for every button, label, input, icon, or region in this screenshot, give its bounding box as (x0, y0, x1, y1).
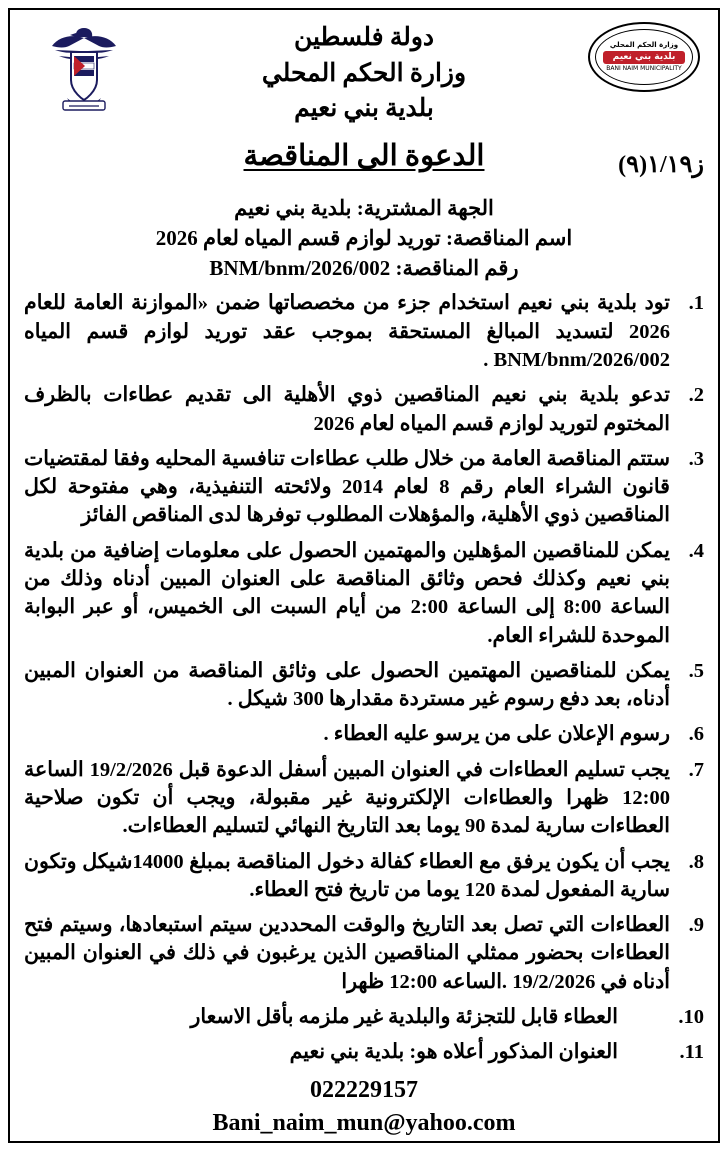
clause-number: 11. (679, 1041, 704, 1064)
header-line-state: دولة فلسطين (293, 24, 435, 51)
clause-number: 5. (688, 659, 704, 682)
contact-footer (24, 1074, 704, 1139)
clause-number: 8. (688, 850, 704, 873)
clause-item (24, 445, 704, 530)
clause-text: رسوم الإعلان على من يرسو عليه العطاء . (323, 723, 670, 746)
clause-item (24, 289, 704, 374)
header-line-municipality: بلدية بني نعيم (294, 95, 434, 122)
municipality-seal-container (584, 16, 704, 92)
clause-item (24, 756, 704, 841)
seal-sub-text: BANI NAIM MUNICIPALITY (606, 65, 682, 73)
clause-text: العنوان المذكور أعلاه هو: بلدية بني نعيم (289, 1041, 618, 1064)
header-titles (144, 16, 584, 127)
meta-tender-number-value: BNM/bnm/2026/002 (209, 255, 391, 280)
page-title: الدعوة الى المناقصة (243, 140, 485, 172)
clause-text: يمكن للمناقصين المؤهلين والمهتمين الحصول على معلومات إضافية من بلدية بني نعيم وكذلك فحص وثائق المناقصة على العنوان المبين أدناه وذلك من الساعة 8:00 إلى الساعة 2:00 من أيام السبت الى الخميس، أو عبر البوابة الموحدة للشراء العام. (24, 539, 671, 647)
clause-number: 1. (688, 292, 704, 315)
clause-item (24, 848, 704, 905)
seal-top-text: وزارة الحكم المحلي (609, 40, 679, 49)
reference-code: ز١/١٩(٩) (618, 152, 704, 178)
municipality-seal-icon (588, 22, 700, 92)
contact-email[interactable]: Bani_naim_mun@yahoo.com (212, 1109, 516, 1136)
clause-text: يجب أن يكون يرفق مع العطاء كفالة دخول المناقصة بمبلغ 14000شيكل وتكون سارية المفعول لمدة 120 يوما من تاريخ فتح العطاء. (24, 850, 670, 901)
header-line-ministry: وزارة الحكم المحلي (261, 59, 467, 87)
clause-number: 3. (688, 447, 704, 470)
clause-text: ستتم المناقصة العامة من خلال طلب عطاءات تنافسية المحليه وفقا لمقتضيات قانون الشراء العام رقم 8 لعام 2014 ولائحته التنفيذية، وهي مفتوحة لكل المناقصين ذوي الأهلية، والمؤهلات المطلوب توفرها لدى المناقص الفائز (24, 447, 670, 527)
meta-tender-number (24, 254, 704, 284)
clause-text: تود بلدية بني نعيم استخدام جزء من مخصصاتها ضمن «الموازنة العامة للعام 2026 لتسديد المبالغ المستحقة بموجب عقد توريد لوازم قسم المياه BNM/bnm/2026/002 . (24, 292, 670, 371)
clause-list (24, 289, 704, 1066)
meta-buyer: الجهة المشترية: بلدية بني نعيم (234, 196, 494, 220)
clause-item (24, 537, 704, 650)
tender-announcement-page (8, 8, 720, 1143)
clause-number: 9. (688, 914, 704, 937)
clause-item (24, 381, 704, 438)
clause-item (24, 720, 704, 748)
clause-number: 10. (678, 1005, 704, 1028)
title-row (24, 136, 704, 192)
clause-number: 7. (688, 758, 704, 781)
seal-inner-ring (595, 29, 693, 85)
clause-text: يمكن للمناقصين المهتمين الحصول على وثائق المناقصة من العنوان المبين أدناه، بعد دفع رسوم غير مستردة مقدارها 300 شيكل . (24, 659, 670, 711)
clause-text: العطاء قابل للتجزئة والبلدية غير ملزمه بأقل الاسعار (190, 1005, 618, 1028)
state-emblem-container (24, 16, 144, 114)
contact-phone: 022229157 (310, 1077, 418, 1104)
clause-item (24, 657, 704, 714)
clause-item (24, 911, 704, 996)
seal-band-text: بلدية بني نعيم (603, 51, 686, 65)
document-header (24, 16, 704, 136)
clause-number: 4. (688, 539, 704, 562)
meta-tender-name: اسم المناقصة: توريد لوازم قسم المياه لعام 2026 (155, 225, 573, 250)
meta-tender-number-label: رقم المناقصة: (395, 255, 519, 280)
clause-item (24, 1038, 704, 1066)
clause-number: 2. (688, 384, 704, 407)
clause-text: تدعو بلدية بني نعيم المناقصين ذوي الأهلية الى تقديم عطاءات بالظرف المختوم لتوريد لوازم قسم المياه لعام 2026 (24, 384, 670, 435)
palestine-eagle-emblem-icon (47, 22, 121, 114)
tender-meta (24, 194, 704, 283)
clause-text: العطاءات التي تصل بعد التاريخ والوقت المحددين سيتم استبعادها، وسيتم فتح العطاءات بحضور ممثلي المناقصين الذين يرغبون في ذلك في العنوان المبين أدناه في 19/2/2026 .الساعه 12:00 ظهرا (24, 914, 670, 993)
clause-number: 6. (688, 723, 704, 746)
clause-text: يجب تسليم العطاءات في العنوان المبين أسفل الدعوة قبل 19/2/2026 الساعة 12:00 ظهرا والعطاءات الإلكترونية غير مقبولة، ويجب أن تكون صلاحية العطاءات سارية لمدة 90 يوما بعد التاريخ النهائي لتسليم العطاءات. (24, 758, 670, 838)
clause-item (24, 1003, 704, 1031)
